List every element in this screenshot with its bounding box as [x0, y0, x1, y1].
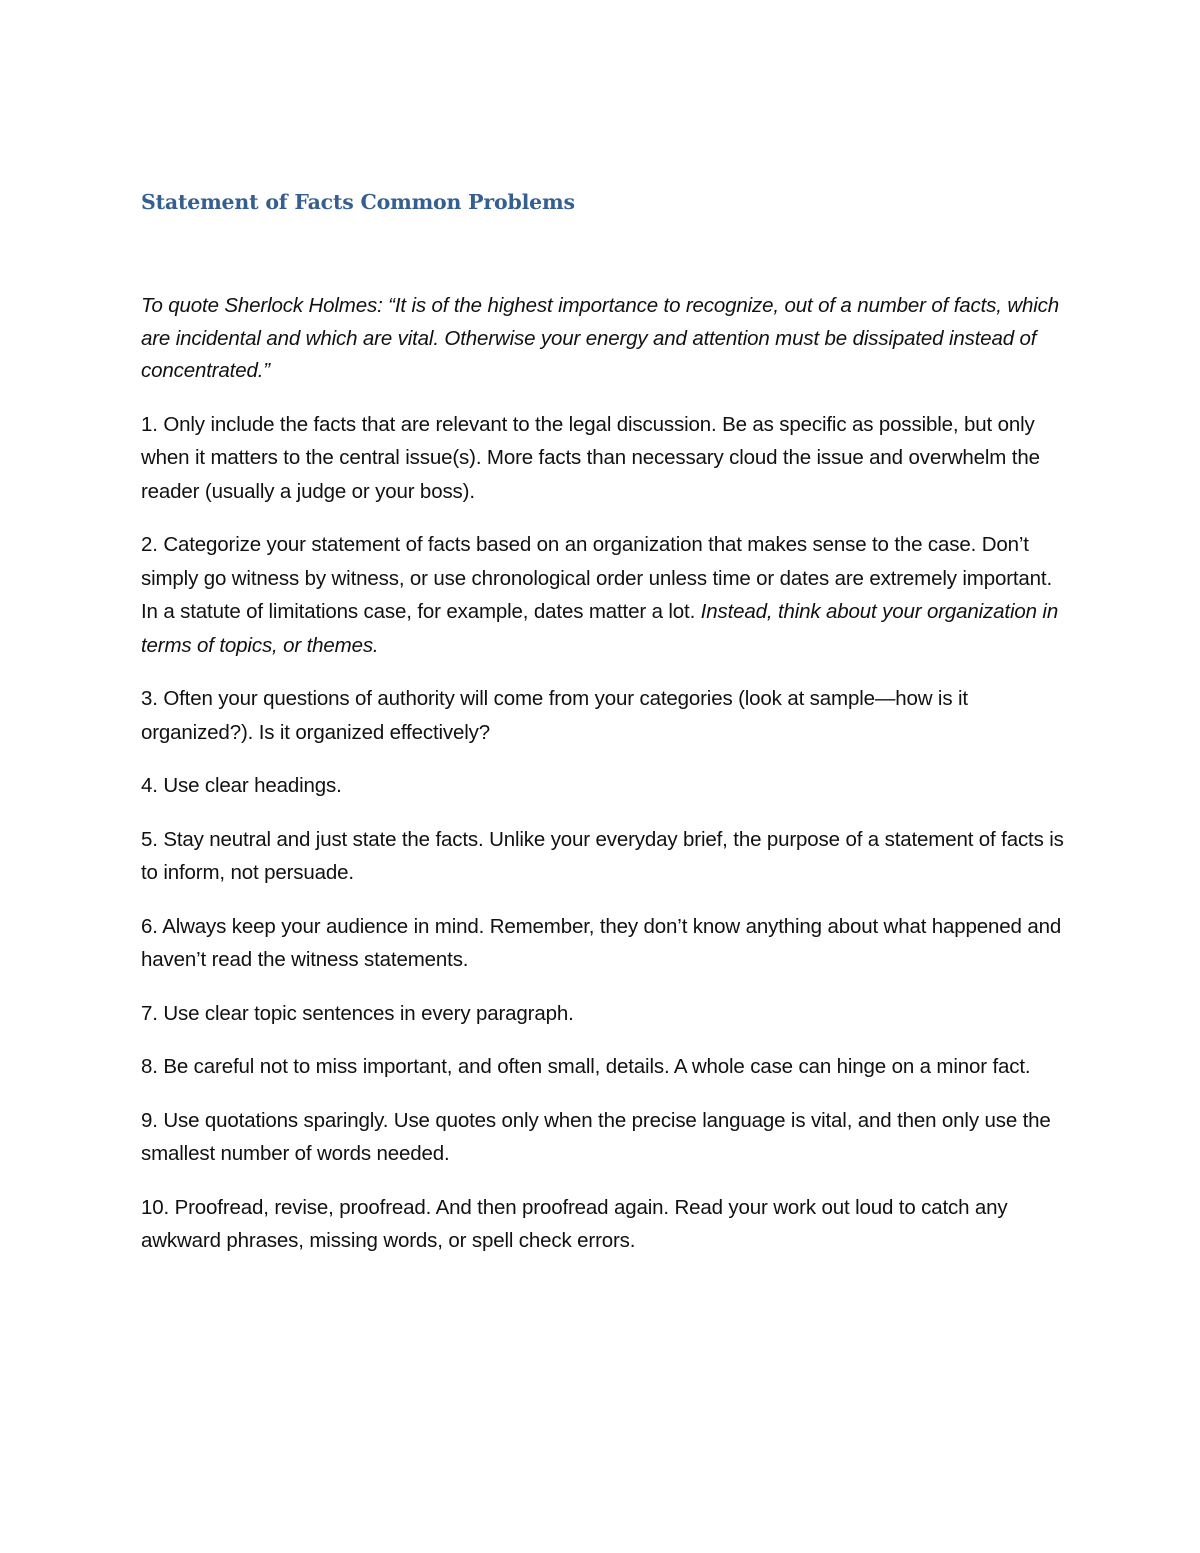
list-item-text: 3. Often your questions of authority will come from your categories (look at sample—how is it organized?). Is it organized effectively?	[141, 687, 968, 744]
list-item-text: 2. Categorize your statement of facts based on an organization that makes sense to the case. Don’t simply go witness by witness, or use chronological order unless time or dates are extremely important. In a statute of limitations case, for example, dates matter a lot.	[141, 533, 1053, 623]
document-title: Statement of Facts Common Problems	[141, 190, 575, 214]
list-item-8	[141, 1050, 1066, 1084]
list-item-10	[141, 1191, 1066, 1258]
intro-quote: To quote Sherlock Holmes: “It is of the highest importance to recognize, out of a number of facts, which are incidental and which are vital. Otherwise your energy and attention must be dissipated instead of concentrated.”	[141, 294, 1060, 382]
list-item-text: 7. Use clear topic sentences in every paragraph.	[141, 1001, 574, 1025]
list-item-3	[141, 682, 1066, 749]
list-item-text: 1. Only include the facts that are relevant to the legal discussion. Be as specific as possible, but only when it matters to the central issue(s). More facts than necessary cloud the issue and overwhelm the reader (usually a judge or your boss).	[141, 412, 1040, 503]
list-item-1	[141, 408, 1066, 509]
list-item-5	[141, 823, 1066, 890]
list-item-text: 9. Use quotations sparingly. Use quotes only when the precise language is vital, and then only use the smallest number of words needed.	[141, 1108, 1051, 1165]
list-item-text: 10. Proofread, revise, proofread. And then proofread again. Read your work out loud to catch any awkward phrases, missing words, or spell check errors.	[141, 1195, 1008, 1252]
list-item-4	[141, 769, 1066, 803]
list-item-2	[141, 528, 1066, 662]
problem-list	[141, 408, 1066, 1258]
list-item-text: 5. Stay neutral and just state the facts. Unlike your everyday brief, the purpose of a statement of facts is to inform, not persuade.	[141, 827, 1064, 884]
list-item-text: 4. Use clear headings.	[141, 774, 342, 797]
document-body	[141, 186, 1066, 1258]
list-item-text: 8. Be careful not to miss important, and often small, details. A whole case can hinge on a minor fact.	[141, 1055, 1031, 1078]
list-item-text: 6. Always keep your audience in mind. Remember, they don’t know anything about what happened and haven’t read the witness statements.	[141, 914, 1062, 971]
list-item-6	[141, 910, 1066, 977]
list-item-7	[141, 997, 1066, 1031]
list-item-9	[141, 1104, 1066, 1171]
list-item-italic-text: Instead, think about your organization in terms of topics, or themes.	[141, 600, 1059, 657]
